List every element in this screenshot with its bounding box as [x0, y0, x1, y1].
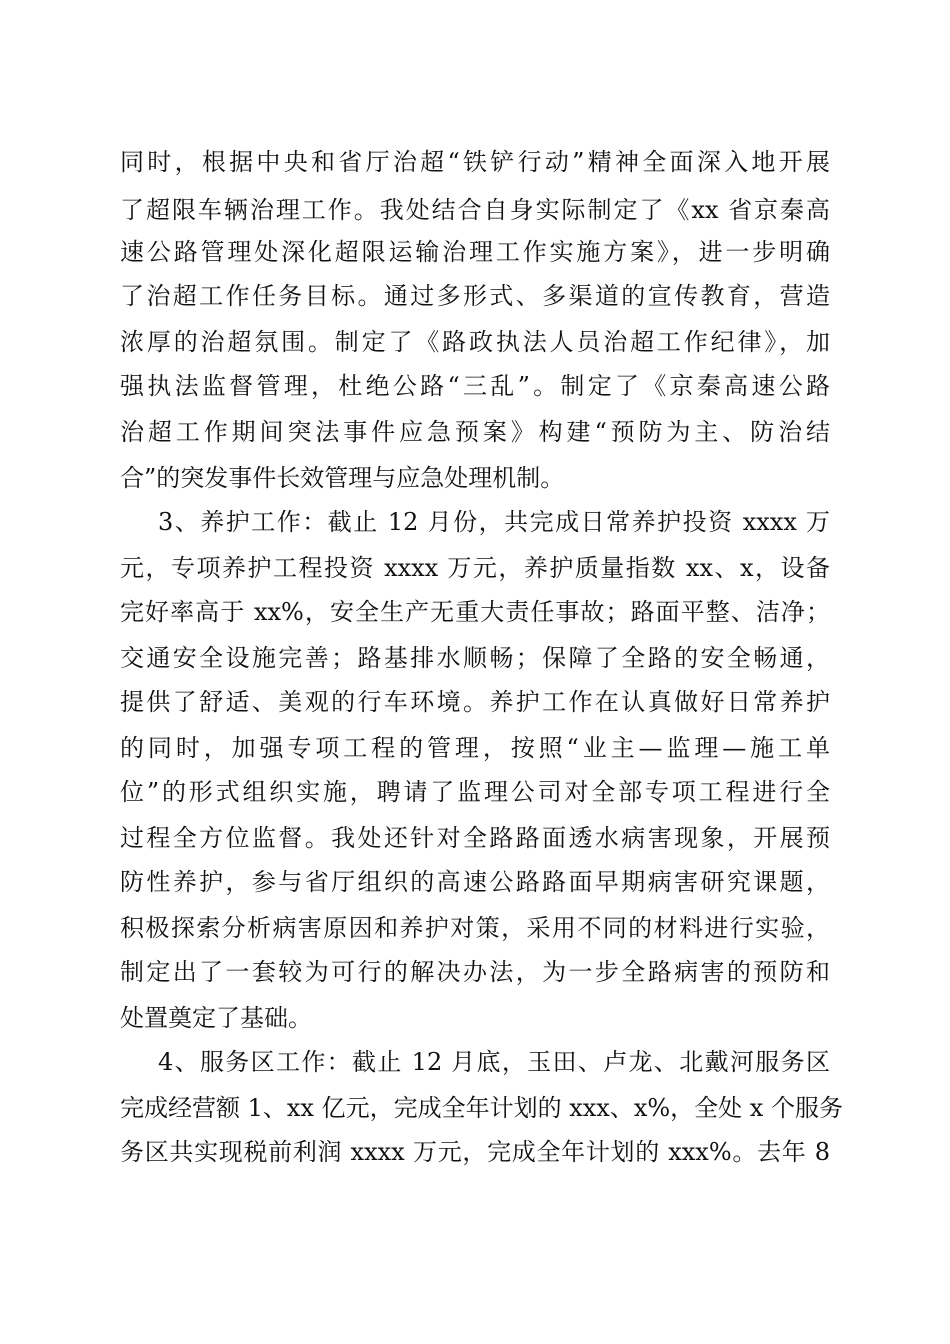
text-line: 同时，根据中央和省厅治超“铁铲行动”精神全面深入地开展 [120, 148, 830, 176]
text-line: 4、服务区工作：截止 12 月底，玉田、卢龙、北戴河服务区 [158, 1048, 830, 1076]
text-line: 过程全方位监督。我处还针对全路路面透水病害现象，开展预 [120, 824, 830, 852]
text-line: 积极探索分析病害原因和养护对策，采用不同的材料进行实验， [120, 914, 830, 942]
text-line: 浓厚的治超氛围。制定了《路政执法人员治超工作纪律》，加 [120, 328, 830, 356]
text-line: 完好率高于 xx%，安全生产无重大责任事故；路面平整、洁净； [120, 598, 830, 626]
text-line: 交通安全设施完善；路基排水顺畅；保障了全路的安全畅通， [120, 644, 830, 672]
text-line: 位”的形式组织实施，聘请了监理公司对全部专项工程进行全 [120, 778, 830, 806]
text-line: 完成经营额 1、xx 亿元，完成全年计划的 xxx、x%，全处 x 个服务 [120, 1094, 843, 1122]
text-line: 处置奠定了基础。 [120, 1004, 312, 1032]
text-line: 治超工作期间突法事件应急预案》构建“预防为主、防治结 [120, 418, 830, 446]
text-line: 了治超工作任务目标。通过多形式、多渠道的宣传教育，营造 [120, 282, 830, 310]
text-line: 的同时，加强专项工程的管理，按照“业主—监理—施工单 [120, 734, 830, 762]
text-line: 防性养护，参与省厅组织的高速公路路面早期病害研究课题， [120, 868, 830, 896]
text-line: 务区共实现税前利润 xxxx 万元，完成全年计划的 xxx%。去年 8 [120, 1138, 830, 1166]
text-line: 了超限车辆治理工作。我处结合自身实际制定了《xx 省京秦高 [120, 196, 830, 224]
text-line: 制定出了一套较为可行的解决办法，为一步全路病害的预防和 [120, 958, 830, 986]
text-line: 合”的突发事件长效管理与应急处理机制。 [120, 464, 565, 492]
text-line: 元，专项养护工程投资 xxxx 万元，养护质量指数 xx、x，设备 [120, 554, 830, 582]
text-line: 提供了舒适、美观的行车环境。养护工作在认真做好日常养护 [120, 688, 830, 716]
text-line: 速公路管理处深化超限运输治理工作实施方案》，进一步明确 [120, 238, 830, 266]
text-line: 3、养护工作：截止 12 月份，共完成日常养护投资 xxxx 万 [158, 508, 830, 536]
text-line: 强执法监督管理，杜绝公路“三乱”。制定了《京秦高速公路 [120, 372, 830, 400]
